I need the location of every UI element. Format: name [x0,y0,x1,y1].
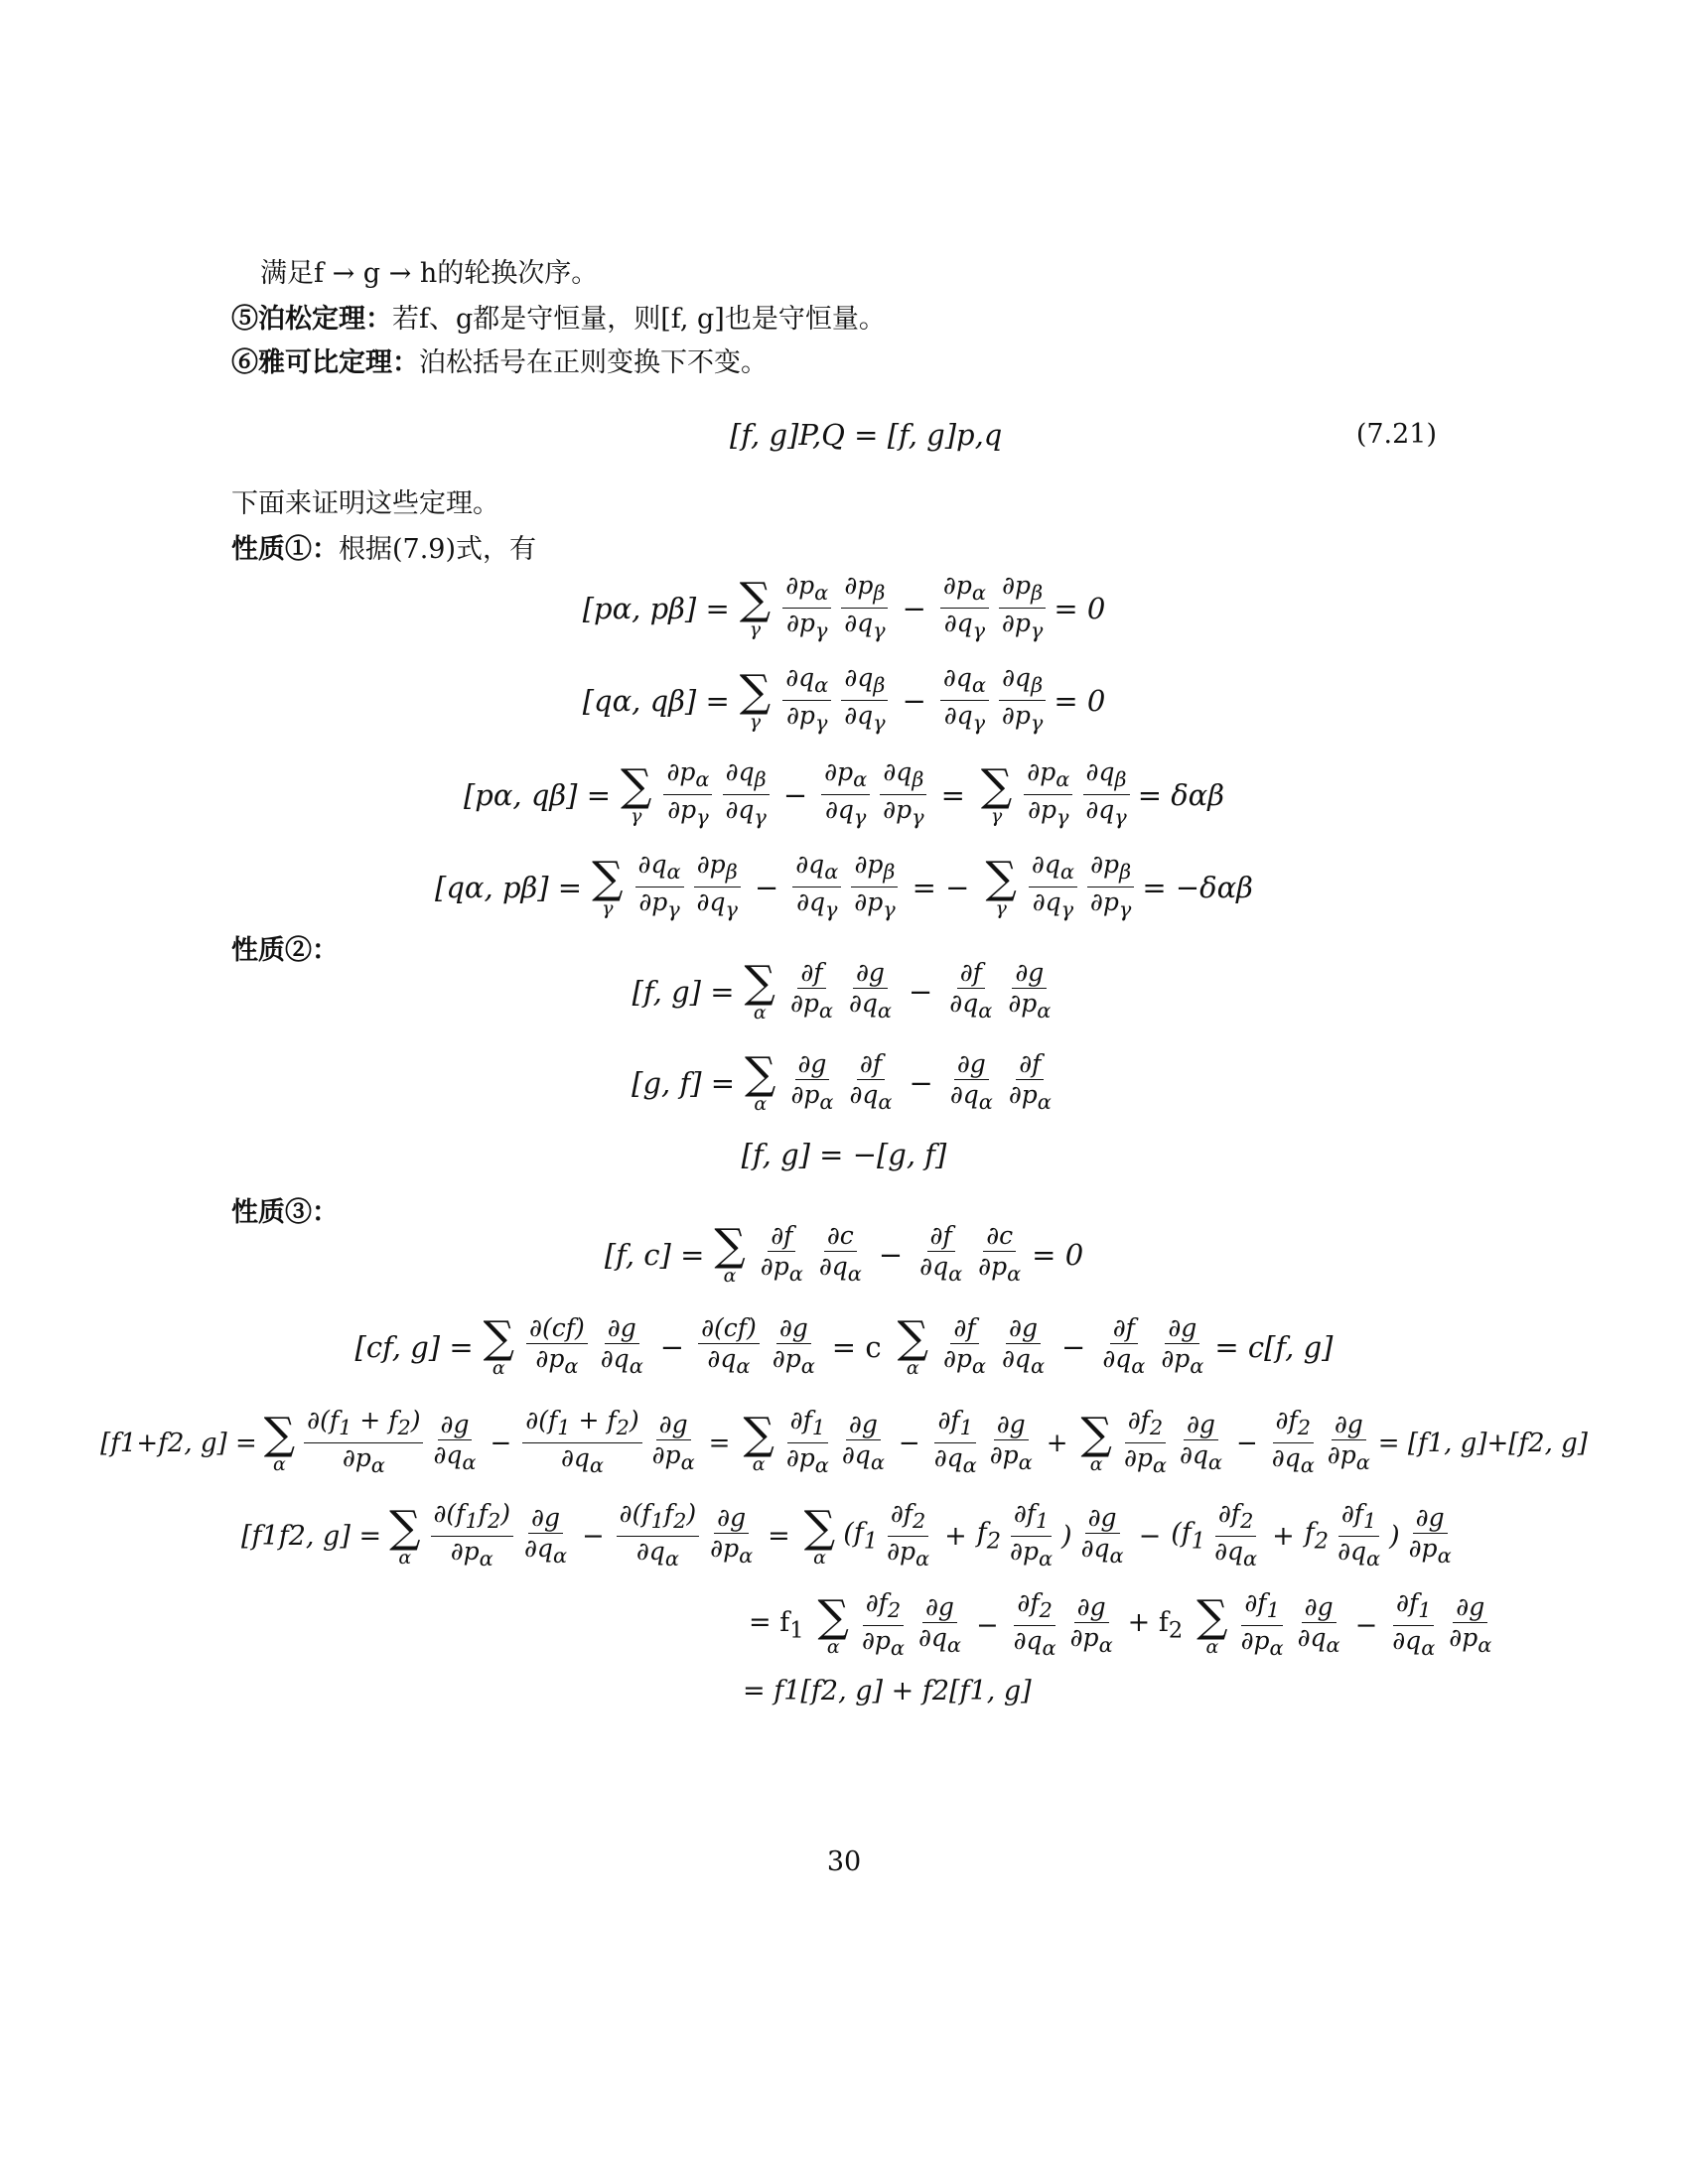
eq-rhs: = c[f, g] [1214,1330,1334,1364]
equation-7-21: [f, g]P,Q = [f, g]p,q [730,418,1003,452]
page-number: 30 [826,1846,862,1877]
equation-sum-rule: [f1+f2, g] = ∑ α $\frac{\partial(f_1 + f_2)}{\partial p_\alpha}$ $\frac{\partial g}{\partial q_\alpha}$ − $\frac{\partial(f_1 + f_2)}{\partial q_\alpha}$ $\frac{\partial g}{\partial p_\alpha}$ = ∑ α $\frac{\partial f_1}{\partial p_\alpha}$ $\frac{\partial g}{\partial q_\alpha}$ − $\frac{\partial f_1}{\partial q_\alpha}$ $\frac{\partial g}{\partial p_\alpha}$ + ∑ α $\frac{\partial f_2}{\partial p_\alpha}$ $\frac{\partial g}{\partial q_\alpha}$ − $\frac{\partial f_2}{\partial q_\alpha}$ $\frac{\partial g}{\partial p_\alpha}$ = [f1, g]+[f2, g] [100,1406,1588,1477]
equation-q-q: [qα, qβ] = ∑ γ $\frac{\partial q_\alpha}{\partial p_\gamma}$ $\frac{\partial q_\beta}{\partial q_\gamma}$ − $\frac{\partial q_\alpha}{\partial q_\gamma}$ $\frac{\partial q_\beta}{\partial p_\gamma}$ = 0 [582,663,1106,735]
eq-lhs: [qα, qβ] = [582,683,730,718]
text-proof-intro: 下面来证明这些定理。 [231,488,499,519]
item-text: 若f、g都是守恒量，则[f, g]也是守恒量。 [392,304,886,335]
eq-lhs: [cf, g] = [354,1330,474,1364]
eq-lhs: [f, c] = [604,1238,705,1272]
equation-f-g: [f, g] = ∑ α $\frac{\partial f}{\partial p_\alpha}$ $\frac{\partial g}{\partial q_\alpha}$ − $\frac{\partial f}{\partial q_\alpha}$ $\frac{\partial g}{\partial p_\alpha}$ [632,957,1052,1024]
equation-p-q: [pα, qβ] = ∑ γ $\frac{\partial p_\alpha}{\partial p_\gamma}$ $\frac{\partial q_\beta}{\partial q_\gamma}$ − $\frac{\partial p_\alpha}{\partial q_\gamma}$ $\frac{\partial q_\beta}{\partial p_\gamma}$ = ∑ γ $\frac{\partial p_\alpha}{\partial p_\gamma}$ $\frac{\partial q_\beta}{\partial q_\gamma}$ = δαβ [463,757,1225,829]
eq-rhs: = 0 [1032,1238,1084,1272]
equation-q-p: [qα, pβ] = ∑ γ $\frac{\partial q_\alpha}{\partial p_\gamma}$ $\frac{\partial p_\beta}{\partial q_\gamma}$ − $\frac{\partial q_\alpha}{\partial q_\gamma}$ $\frac{\partial p_\beta}{\partial p_\gamma}$ = − ∑ γ $\frac{\partial q_\alpha}{\partial q_\gamma}$ $\frac{\partial p_\beta}{\partial p_\gamma}$ = −δαβ [435,850,1253,921]
eq-rhs: = 0 [1054,591,1106,625]
property-text: 根据(7.9)式，有 [339,534,537,565]
property-label: 性质②： [231,935,339,966]
text-line-cyclic-order: 满足f → g → h的轮换次序。 [260,258,599,289]
eq-lhs: [f1f2, g] = [241,1521,382,1552]
eq-lhs: [pα, pβ] = [582,591,730,625]
eq-rhs: = 0 [1054,683,1106,718]
equation-cf-g: [cf, g] = ∑ α $\frac{\partial(cf)}{\partial p_\alpha}$ $\frac{\partial g}{\partial q_\alpha}$ − $\frac{\partial(cf)}{\partial q_\alpha}$ $\frac{\partial g}{\partial p_\alpha}$ = c ∑ α $\frac{\partial f}{\partial p_\alpha}$ $\frac{\partial g}{\partial q_\alpha}$ − $\frac{\partial f}{\partial q_\alpha}$ $\frac{\partial g}{\partial p_\alpha}$ = c[f, g] [354,1312,1334,1379]
item-jacobi-theorem [231,345,768,381]
eq-lhs: [f, g] = [632,975,735,1009]
equation-f-c: [f, c] = ∑ α $\frac{\partial f}{\partial p_\alpha}$ $\frac{\partial c}{\partial q_\alpha}$ − $\frac{\partial f}{\partial q_\alpha}$ $\frac{\partial c}{\partial p_\alpha}$ = 0 [604,1220,1084,1287]
item-label: ⑥雅可比定理： [231,347,419,378]
eq-rhs: = [f1, g]+[f2, g] [1377,1428,1588,1458]
equation-g-f: [g, f] = ∑ α $\frac{\partial g}{\partial p_\alpha}$ $\frac{\partial f}{\partial q_\alpha}$ − $\frac{\partial g}{\partial q_\alpha}$ $\frac{\partial f}{\partial p_\alpha}$ [632,1048,1052,1115]
equation-p-p: [pα, pβ] = ∑ γ $\frac{\partial p_\alpha}{\partial p_\gamma}$ $\frac{\partial p_\beta}{\partial q_\gamma}$ − $\frac{\partial p_\alpha}{\partial q_\gamma}$ $\frac{\partial p_\beta}{\partial p_\gamma}$ = 0 [582,571,1106,642]
item-label: ⑤泊松定理： [231,304,392,335]
eq-rhs: = −δαβ [1142,870,1253,904]
equation-number: (7.21) [1355,419,1437,450]
eq-rhs: = δαβ [1137,777,1225,812]
equation-product-rule-3: = f1[f2, g] + f2[f1, g] [743,1676,1032,1706]
eq-lhs: [f1+f2, g] = [100,1428,257,1458]
equation-antisymmetry: [f, g] = −[g, f] [741,1138,947,1171]
equation-product-rule-1: [f1f2, g] = ∑ α $\frac{\partial(f_1f_2)}{\partial p_\alpha}$ $\frac{\partial g}{\partial q_\alpha}$ − $\frac{\partial(f_1f_2)}{\partial q_\alpha}$ $\frac{\partial g}{\partial p_\alpha}$ = ∑ α ($f_1$ $\frac{\partial f_2}{\partial p_\alpha}$ + $f_2$ $\frac{\partial f_1}{\partial p_\alpha}$ ) $\frac{\partial g}{\partial q_\alpha}$ − ($f_1$ $\frac{\partial f_2}{\partial q_\alpha}$ + $f_2$ $\frac{\partial f_1}{\partial q_\alpha}$ ) $\frac{\partial g}{\partial p_\alpha}$ [241,1499,1452,1570]
item-text: 泊松括号在正则变换下不变。 [419,347,768,378]
eq-lhs: [g, f] = [632,1066,736,1100]
property-1-heading [231,532,536,568]
equation-product-rule-2: = $f_1$ ∑ α $\frac{\partial f_2}{\partial p_\alpha}$ $\frac{\partial g}{\partial q_\alpha}$ − $\frac{\partial f_2}{\partial q_\alpha}$ $\frac{\partial g}{\partial p_\alpha}$ + $f_2$ ∑ α $\frac{\partial f_1}{\partial p_\alpha}$ $\frac{\partial g}{\partial q_\alpha}$ − $\frac{\partial f_1}{\partial q_\alpha}$ $\frac{\partial g}{\partial p_\alpha}$ [749,1588,1492,1660]
property-label: 性质①： [231,534,339,565]
item-poisson-theorem [231,302,886,338]
eq-lhs: [pα, qβ] = [463,777,612,812]
property-label: 性质③： [231,1197,339,1228]
eq-lhs: [qα, pβ] = [435,870,583,904]
